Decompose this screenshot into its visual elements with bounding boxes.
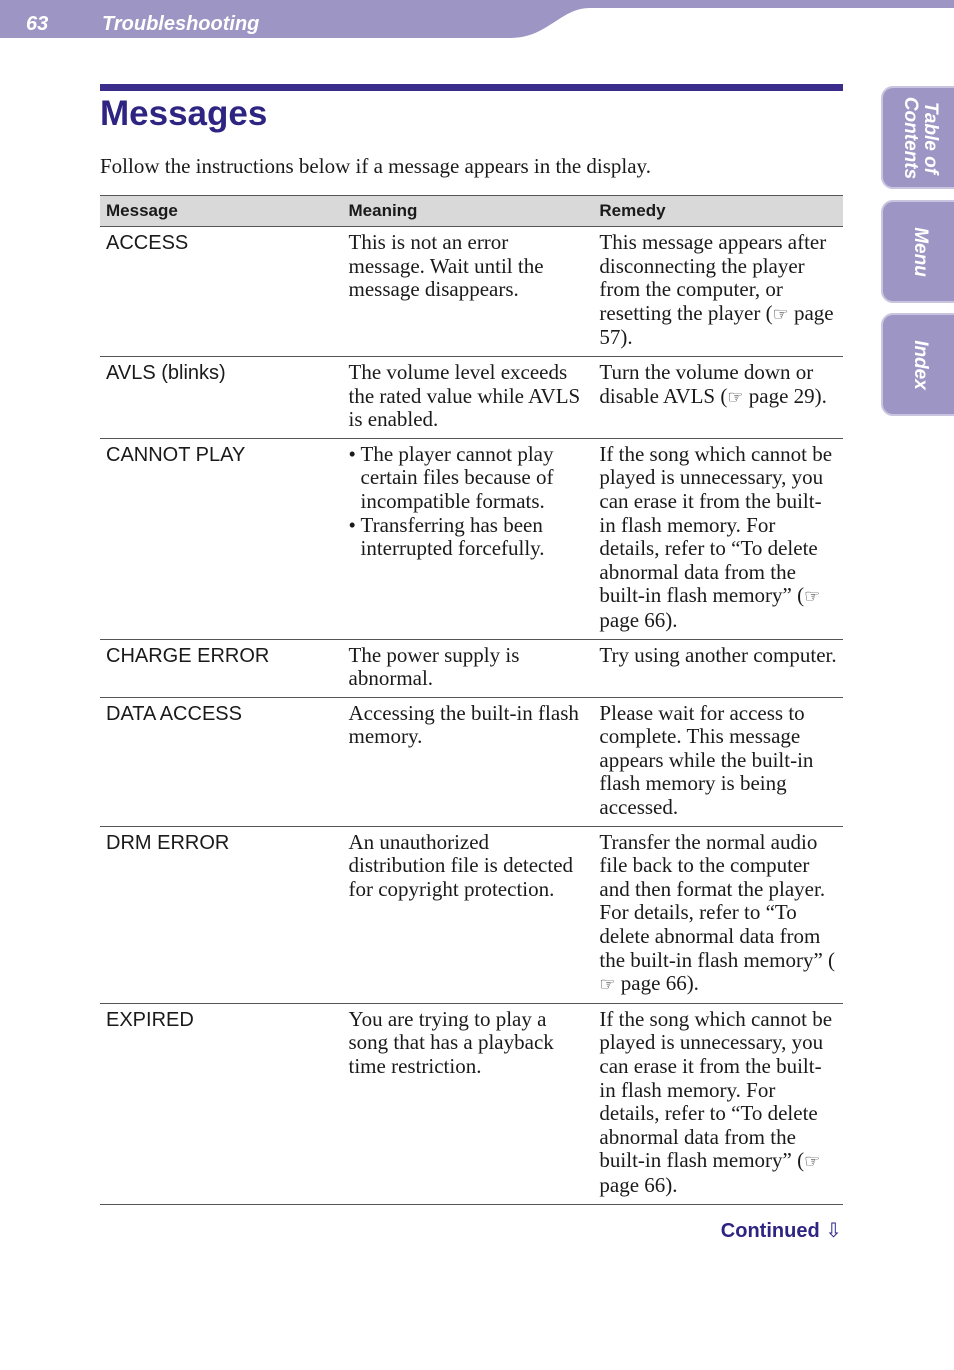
messages-table bbox=[100, 195, 843, 1205]
tab-index[interactable] bbox=[881, 313, 954, 416]
remedy-cell bbox=[593, 826, 843, 1003]
remedy-text: Transfer the normal audio file back to the computer and then format the player. For details, refer to “To delete abnormal data from the built-in flash memory” ( bbox=[599, 829, 836, 972]
meaning-cell: You are trying to play a song that has a playback time restriction. bbox=[343, 1003, 594, 1204]
remedy-cell: Try using another computer. bbox=[593, 639, 843, 697]
page-title: Messages bbox=[100, 94, 268, 133]
tab-menu[interactable] bbox=[881, 200, 954, 303]
message-cell: EXPIRED bbox=[100, 1003, 343, 1204]
remedy-page-ref[interactable]: page 66). bbox=[599, 1172, 678, 1197]
continued-label: Continued bbox=[720, 1220, 820, 1242]
table-row bbox=[100, 697, 843, 826]
message-cell: CANNOT PLAY bbox=[100, 438, 343, 639]
column-header-meaning: Meaning bbox=[343, 196, 594, 227]
title-rule bbox=[100, 84, 843, 91]
meaning-cell: Accessing the built-in flash memory. bbox=[343, 697, 594, 826]
meaning-cell: An unauthorized distribution file is detected for copyright protection. bbox=[343, 826, 594, 1003]
table-row bbox=[100, 356, 843, 438]
remedy-cell bbox=[593, 356, 843, 438]
remedy-cell bbox=[593, 1003, 843, 1204]
table-row bbox=[100, 227, 843, 357]
remedy-cell: Please wait for access to complete. This message appears while the built-in flash memory is being accessed. bbox=[593, 697, 843, 826]
meaning-cell: The power supply is abnormal. bbox=[343, 639, 594, 697]
meaning-bullet-text: The player cannot play certain files because of incompatible formats. bbox=[360, 441, 554, 513]
tab-index-label: Index bbox=[910, 339, 931, 390]
message-cell: DRM ERROR bbox=[100, 826, 343, 1003]
column-header-message: Message bbox=[100, 196, 343, 227]
remedy-page-ref[interactable]: page 29). bbox=[743, 383, 827, 408]
page-reference-icon: ☞ bbox=[772, 303, 789, 325]
remedy-cell bbox=[593, 227, 843, 357]
remedy-text: Turn the volume down or disable AVLS ( bbox=[599, 359, 814, 408]
message-cell: ACCESS bbox=[100, 227, 343, 357]
table-row bbox=[100, 826, 843, 1003]
meaning-cell: This is not an error message. Wait until the message disappears. bbox=[343, 227, 594, 357]
remedy-text: This message appears after disconnecting the player from the computer, or resetting the player ( bbox=[599, 230, 827, 325]
tab-table-of-contents-label: Table of Contents bbox=[900, 96, 941, 179]
remedy-cell bbox=[593, 438, 843, 639]
page-reference-icon: ☞ bbox=[804, 586, 821, 608]
meaning-cell: The volume level exceeds the rated value while AVLS is enabled. bbox=[343, 356, 594, 438]
meaning-cell bbox=[343, 438, 594, 639]
table-row bbox=[100, 438, 843, 639]
page-reference-icon: ☞ bbox=[804, 1151, 821, 1173]
tab-table-of-contents[interactable] bbox=[881, 86, 954, 189]
meaning-bullet: • The player cannot play certain files because of incompatible formats. bbox=[349, 443, 588, 514]
message-cell: CHARGE ERROR bbox=[100, 639, 343, 697]
table-row bbox=[100, 1003, 843, 1204]
remedy-page-ref[interactable]: page 57). bbox=[599, 300, 834, 350]
meaning-bullet: • Transferring has been interrupted forcefully. bbox=[349, 514, 588, 561]
page-header bbox=[0, 0, 954, 40]
message-cell: AVLS (blinks) bbox=[100, 356, 343, 438]
page-reference-icon: ☞ bbox=[599, 974, 616, 996]
message-cell: DATA ACCESS bbox=[100, 697, 343, 826]
page-number: 63 bbox=[26, 13, 49, 35]
table-row bbox=[100, 639, 843, 697]
down-arrow-icon: ⇩ bbox=[825, 1218, 842, 1242]
column-header-remedy: Remedy bbox=[593, 196, 843, 227]
meaning-bullet-text: Transferring has been interrupted forcefully. bbox=[360, 512, 545, 561]
remedy-page-ref[interactable]: page 66). bbox=[615, 971, 699, 996]
intro-text: Follow the instructions below if a message appears in the display. bbox=[100, 154, 651, 178]
page-reference-icon: ☞ bbox=[727, 386, 744, 408]
section-title: Troubleshooting bbox=[102, 13, 260, 35]
remedy-text: If the song which cannot be played is unnecessary, you can erase it from the built-in flash memory. For details, refer to “To delete abnormal data from the built-in flash memory” ( bbox=[599, 441, 833, 608]
remedy-page-ref[interactable]: page 66). bbox=[599, 607, 678, 632]
continued-link[interactable] bbox=[721, 1216, 842, 1245]
table-header-row bbox=[100, 196, 843, 227]
tab-menu-label: Menu bbox=[910, 226, 931, 277]
remedy-text: If the song which cannot be played is unnecessary, you can erase it from the built-in flash memory. For details, refer to “To delete abnormal data from the built-in flash memory” ( bbox=[599, 1006, 833, 1173]
